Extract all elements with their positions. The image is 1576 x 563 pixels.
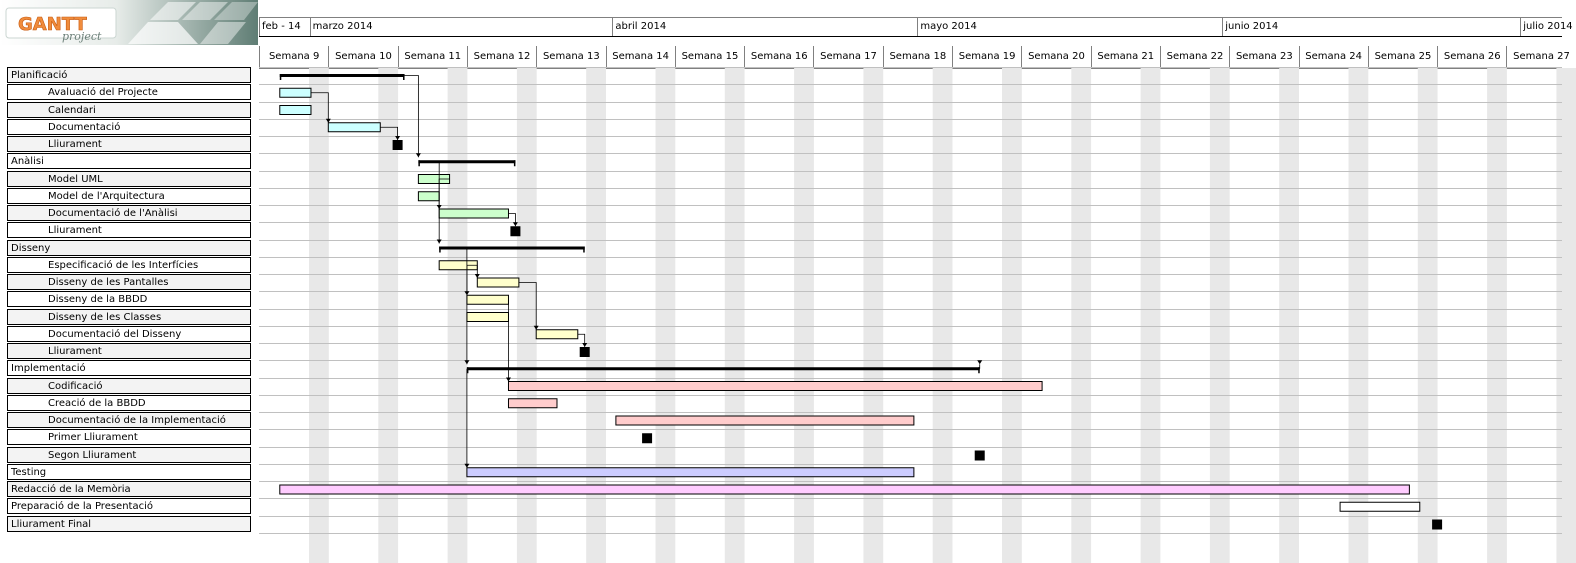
summary-bar xyxy=(418,160,515,163)
task-row-lliurament[interactable] xyxy=(7,136,251,152)
task-name: Creació de la BBDD xyxy=(48,397,146,409)
dependency-arrow xyxy=(416,153,421,157)
summary-bar-right-tick xyxy=(403,74,405,80)
task-row-codificacio[interactable] xyxy=(7,378,251,394)
task-bar xyxy=(616,416,914,425)
task-name: Documentació de l'Anàlisi xyxy=(48,208,178,219)
task-row-disseny-de-la-bbdd[interactable] xyxy=(7,291,251,307)
logo-graphic xyxy=(0,0,258,45)
summary-bar-left-tick xyxy=(418,160,420,166)
logo-subtext: project xyxy=(62,30,102,43)
task-row-redaccio-de-la-memoria[interactable] xyxy=(7,481,251,497)
milestone-marker xyxy=(1432,520,1442,530)
task-name: Segon Lliurament xyxy=(48,449,137,461)
week-label: Semana 23 xyxy=(1229,46,1298,68)
summary-bar xyxy=(439,247,585,250)
task-name: Lliurament xyxy=(48,346,102,357)
task-name: Anàlisi xyxy=(11,156,44,168)
week-label: Semana 27 xyxy=(1506,46,1575,68)
task-bar xyxy=(418,192,439,201)
task-name: Testing xyxy=(11,466,47,478)
task-row-creacio-de-la-bbdd[interactable] xyxy=(7,395,251,411)
task-bar xyxy=(280,106,311,115)
week-label: Semana 22 xyxy=(1160,46,1229,68)
milestone-marker xyxy=(580,347,590,357)
task-row-lliurament-final[interactable] xyxy=(7,516,251,532)
gantt-project-logo xyxy=(0,0,258,45)
task-row-documentacio-de-l-analisi[interactable] xyxy=(7,205,251,221)
weekend-stripe xyxy=(1418,68,1438,563)
dependency-arrow xyxy=(977,360,982,364)
task-bar xyxy=(508,399,557,408)
task-name: Especificació de les Interfícies xyxy=(48,259,199,271)
task-name: Model UML xyxy=(48,173,103,185)
month-label: abril 2014 xyxy=(612,18,917,36)
task-row-model-de-l-arquitectura[interactable] xyxy=(7,188,251,204)
week-label: Semana 26 xyxy=(1437,46,1506,68)
week-label: Semana 10 xyxy=(328,46,397,68)
task-row-especificacio-de-les-interficies[interactable] xyxy=(7,257,251,273)
milestone-marker xyxy=(393,140,403,150)
task-name: Planificació xyxy=(11,70,68,81)
task-name: Primer Lliurament xyxy=(48,432,138,444)
week-label: Semana 16 xyxy=(744,46,813,68)
summary-bar xyxy=(280,74,405,77)
task-name: Documentació de la Implementació xyxy=(48,415,226,426)
task-name: Disseny de les Classes xyxy=(48,311,162,323)
weekend-stripe xyxy=(1487,68,1507,563)
summary-bar-left-tick xyxy=(439,247,441,253)
task-row-testing[interactable] xyxy=(7,464,251,480)
task-name: Preparació de la Presentació xyxy=(11,501,153,513)
week-label: Semana 11 xyxy=(398,46,467,68)
task-name: Implementació xyxy=(11,363,86,375)
task-name: Disseny de les Pantalles xyxy=(48,277,169,288)
task-name: Lliurament xyxy=(48,139,102,150)
task-row-lliurament[interactable] xyxy=(7,343,251,359)
task-row-disseny-de-les-pantalles[interactable] xyxy=(7,274,251,290)
task-row-primer-lliurament[interactable] xyxy=(7,429,251,445)
task-row-calendari[interactable] xyxy=(7,102,251,118)
task-name: Model de l'Arquitectura xyxy=(48,190,165,202)
task-name: Calendari xyxy=(48,104,96,116)
week-label: Semana 19 xyxy=(952,46,1021,68)
task-row-preparacio-de-la-presentacio[interactable] xyxy=(7,498,251,514)
month-label: mayo 2014 xyxy=(917,18,1222,36)
task-bar xyxy=(280,485,1410,494)
task-name: Avaluació del Projecte xyxy=(48,87,158,99)
week-label: Semana 25 xyxy=(1368,46,1437,68)
week-label: Semana 9 xyxy=(259,46,328,68)
task-row-documentacio[interactable] xyxy=(7,119,251,135)
task-bar xyxy=(328,123,380,132)
week-label: Semana 15 xyxy=(675,46,744,68)
logo-text: GANTT xyxy=(18,14,87,35)
task-row-planificacio[interactable] xyxy=(7,67,251,83)
task-bar xyxy=(467,313,509,322)
task-row-documentacio-del-disseny[interactable] xyxy=(7,326,251,342)
week-label: Semana 24 xyxy=(1299,46,1368,68)
task-bar xyxy=(467,468,914,477)
dependency-arrow xyxy=(475,274,480,278)
milestone-marker xyxy=(642,433,652,443)
task-bar xyxy=(439,209,508,218)
task-name: Redacció de la Memòria xyxy=(11,484,131,495)
milestone-marker xyxy=(975,451,985,461)
milestone-marker xyxy=(510,226,520,236)
task-bar xyxy=(477,278,519,287)
task-name: Lliurament Final xyxy=(11,518,92,530)
week-label: Semana 12 xyxy=(467,46,536,68)
task-row-lliurament[interactable] xyxy=(7,222,251,238)
week-label: Semana 13 xyxy=(536,46,605,68)
week-label: Semana 21 xyxy=(1091,46,1160,68)
month-label: feb - 14 xyxy=(259,18,310,36)
task-bar xyxy=(280,88,311,97)
task-row-analisi[interactable] xyxy=(7,153,251,169)
week-label: Semana 17 xyxy=(813,46,882,68)
task-bar xyxy=(508,382,1042,391)
task-row-disseny-de-les-classes[interactable] xyxy=(7,309,251,325)
task-row-disseny[interactable] xyxy=(7,240,251,256)
summary-bar-right-tick xyxy=(514,160,516,166)
summary-bar-left-tick xyxy=(280,74,282,80)
task-name: Documentació xyxy=(48,121,121,133)
weekend-stripe xyxy=(1556,68,1576,563)
month-label: julio 2014 xyxy=(1520,18,1575,36)
task-row-model-uml[interactable] xyxy=(7,171,251,187)
week-label: Semana 20 xyxy=(1021,46,1090,68)
task-name: Documentació del Disseny xyxy=(48,328,182,340)
dependency-arrow xyxy=(437,240,442,244)
gantt-chart xyxy=(259,0,1562,563)
task-bar xyxy=(536,330,578,339)
task-row-implementacio[interactable] xyxy=(7,360,251,376)
task-name: Codificació xyxy=(48,380,103,392)
task-bar xyxy=(1340,502,1420,511)
month-label: marzo 2014 xyxy=(310,18,613,36)
task-row-documentacio-de-la-implementacio[interactable] xyxy=(7,412,251,428)
task-name: Disseny xyxy=(11,242,51,254)
summary-bar-right-tick xyxy=(583,247,585,253)
task-row-avaluacio-del-projecte[interactable] xyxy=(7,84,251,100)
dependency-arrow xyxy=(506,378,511,382)
task-bar xyxy=(467,295,509,304)
week-label: Semana 14 xyxy=(606,46,675,68)
task-name: Lliurament xyxy=(48,225,102,237)
month-label: junio 2014 xyxy=(1222,18,1520,36)
task-name: Disseny de la BBDD xyxy=(48,294,148,306)
task-row-segon-lliurament[interactable] xyxy=(7,447,251,463)
summary-bar xyxy=(467,367,980,370)
dependency-line xyxy=(405,76,419,158)
week-label: Semana 18 xyxy=(883,46,952,68)
